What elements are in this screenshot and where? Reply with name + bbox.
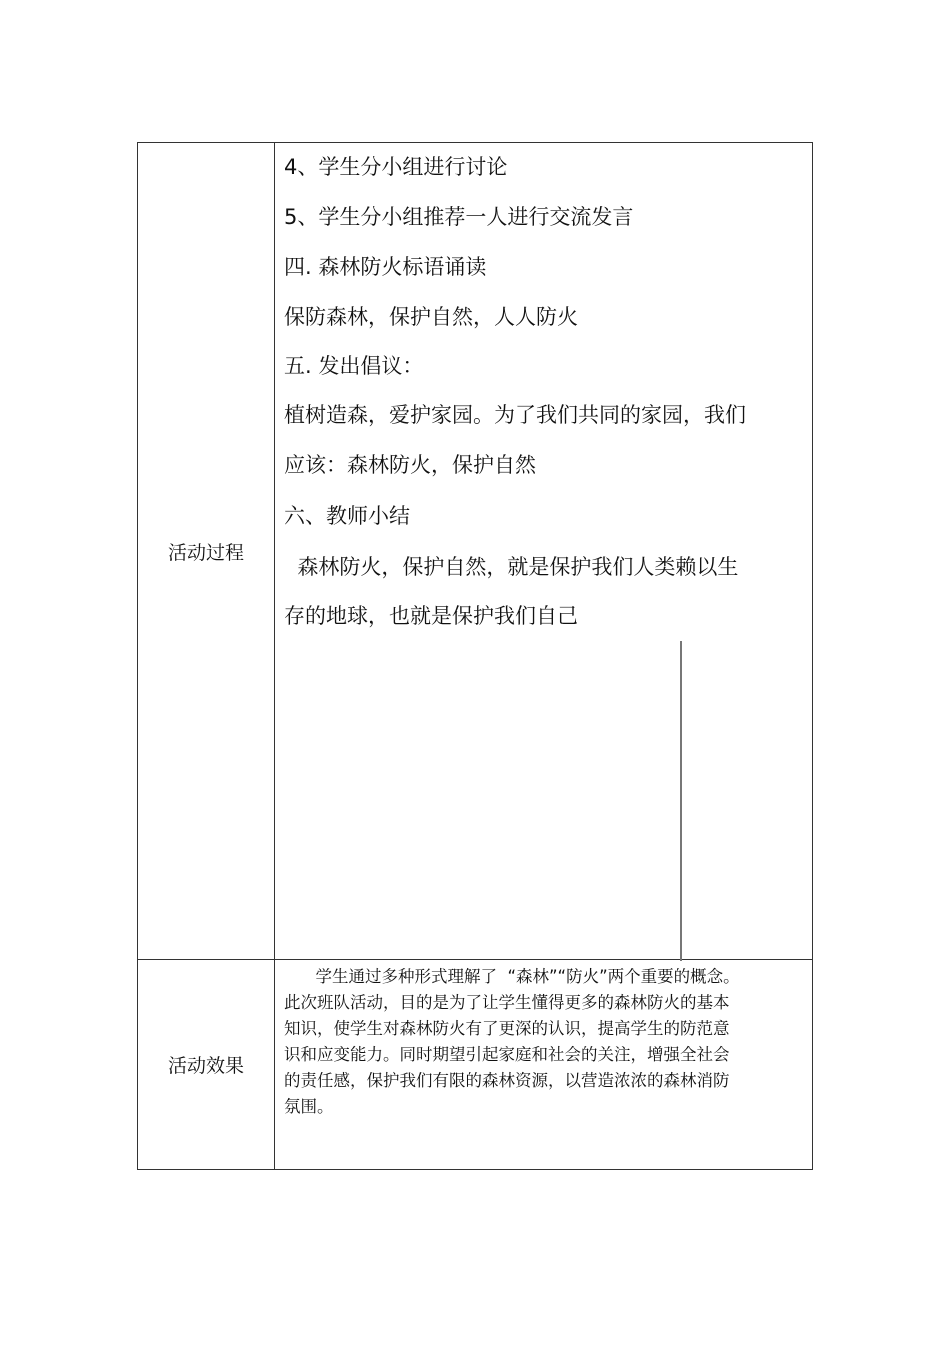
effect-paragraph [284, 964, 809, 1120]
process-line: 五. 发出倡议： [284, 354, 424, 378]
process-line: 植树造森，爱护家园。为了我们共同的家园，我们 [284, 403, 746, 427]
effect-label: 活动效果 [138, 960, 275, 1169]
effect-row [138, 960, 812, 1169]
effect-line: 知识，使学生对森林防火有了更深的认识，提高学生的防范意 [284, 1019, 730, 1038]
process-line: 四. 森林防火标语诵读 [284, 255, 487, 279]
process-line: 4、学生分小组进行讨论 [284, 155, 508, 179]
process-line: 存的地球，也就是保护我们自己 [284, 604, 578, 628]
effect-line: 氛围。 [284, 1097, 334, 1116]
process-line: 5、学生分小组推荐一人进行交流发言 [284, 205, 634, 229]
effect-line: 此次班队活动，目的是为了让学生懂得更多的森林防火的基本 [284, 993, 730, 1012]
process-line: 应该：森林防火，保护自然 [284, 453, 536, 477]
process-line: 保防森林，保护自然，人人防火 [284, 305, 578, 329]
process-content [275, 143, 812, 959]
process-label: 活动过程 [138, 143, 275, 959]
process-row [138, 143, 812, 960]
process-line: 森林防火，保护自然，就是保护我们人类赖以生 [284, 555, 739, 579]
activity-table [137, 142, 813, 1170]
effect-content [275, 960, 812, 1169]
effect-line: 识和应变能力。同时期望引起家庭和社会的关注，增强全社会 [284, 1045, 730, 1064]
effect-line: 的责任感，保护我们有限的森林资源，以营造浓浓的森林消防 [284, 1071, 730, 1090]
process-line: 六、教师小结 [284, 504, 410, 528]
effect-line: 学生通过多种形式理解了 “森林”“防火”两个重要的概念。 [284, 967, 740, 986]
divider-line [680, 641, 682, 961]
